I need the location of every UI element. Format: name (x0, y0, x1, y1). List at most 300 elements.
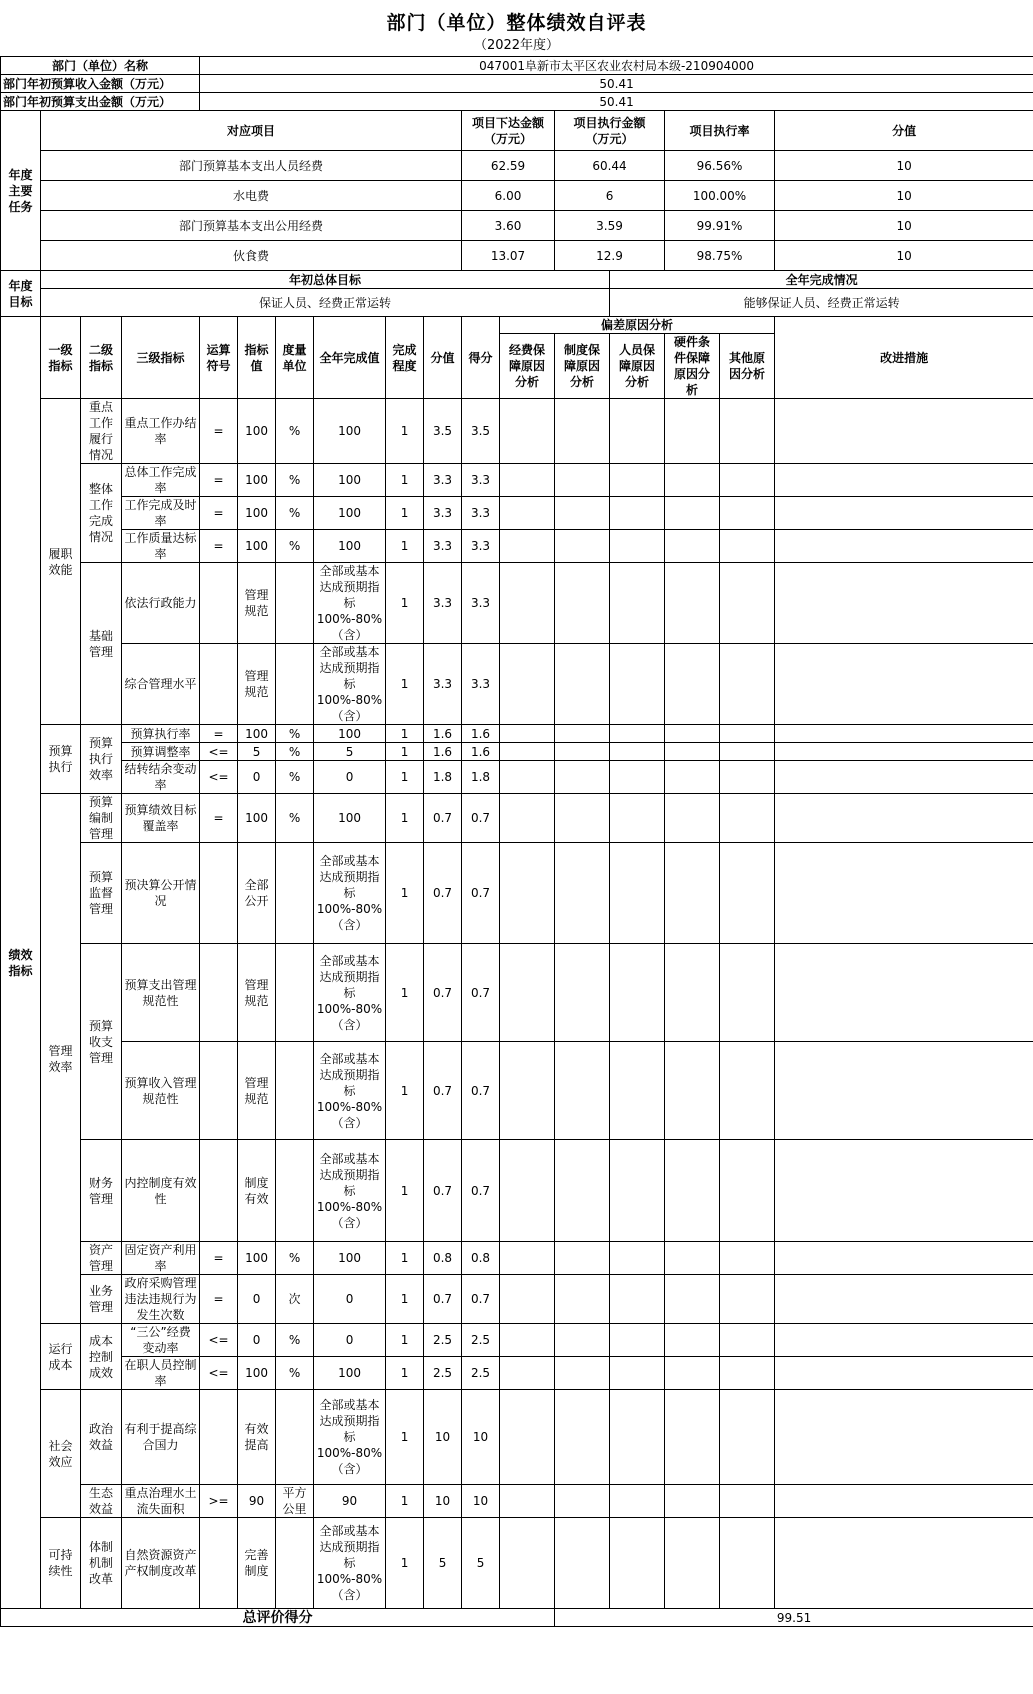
indicator-target: 100 (238, 399, 276, 464)
indicator-unit: % (276, 530, 314, 563)
indicator-got: 3.3 (462, 644, 500, 725)
indicator-dev3-cell (610, 1140, 665, 1242)
indicator-got: 5 (462, 1518, 500, 1609)
indicator-dev2-cell (555, 761, 610, 794)
indicator-improve-cell (775, 644, 1033, 725)
indicator-dev2-cell (555, 1485, 610, 1518)
indicator-row (1, 1275, 1033, 1324)
indicator-level3: 总体工作完成 率 (122, 464, 200, 497)
tasks-header-executed: 项目执行金额 （万元） (555, 111, 665, 151)
indicator-dev2-cell (555, 563, 610, 644)
indicator-dev4-cell (665, 1140, 720, 1242)
header-level2: 二级 指标 (81, 317, 122, 399)
indicator-row (1, 1518, 1033, 1609)
header-degree: 完成 程度 (386, 317, 424, 399)
indicator-improve-cell (775, 464, 1033, 497)
indicator-degree: 1 (386, 497, 424, 530)
header-level3: 三级指标 (122, 317, 200, 399)
tasks-section-label: 年度 主要 任务 (1, 111, 41, 271)
indicator-actual: 全部或基本 达成预期指 标100%-80% （含） (314, 944, 386, 1042)
indicator-unit: % (276, 399, 314, 464)
indicator-row (1, 743, 1033, 761)
indicator-improve-cell (775, 1357, 1033, 1390)
dept-name-label: 部门（单位）名称 (1, 57, 200, 75)
header-actual: 全年完成值 (314, 317, 386, 399)
indicator-dev4-cell (665, 1242, 720, 1275)
indicator-level3: “三公”经费 变动率 (122, 1324, 200, 1357)
task-executed: 60.44 (555, 151, 665, 181)
indicator-target: 0 (238, 1324, 276, 1357)
indicator-dev5-cell (720, 530, 775, 563)
level2-s4: 预算 执行 效率 (81, 725, 122, 794)
indicator-dev5-cell (720, 1518, 775, 1609)
indicator-target: 管理 规范 (238, 944, 276, 1042)
indicator-dev3-cell (610, 761, 665, 794)
header-target: 指标 值 (238, 317, 276, 399)
indicator-got: 0.7 (462, 794, 500, 843)
indicator-degree: 1 (386, 1275, 424, 1324)
indicator-dev4-cell (665, 1275, 720, 1324)
indicator-degree: 1 (386, 530, 424, 563)
indicator-target: 有效 提高 (238, 1390, 276, 1485)
goal-target-header: 年初总体目标 (41, 271, 610, 289)
indicator-dev1-cell (500, 944, 555, 1042)
indicator-dev1-cell (500, 743, 555, 761)
level2-s13: 生态 效益 (81, 1485, 122, 1518)
indicator-improve-cell (775, 497, 1033, 530)
indicator-dev3-cell (610, 1042, 665, 1140)
indicator-score: 0.7 (424, 843, 462, 944)
indicator-degree: 1 (386, 1140, 424, 1242)
indicator-dev1-cell (500, 843, 555, 944)
indicator-row (1, 1485, 1033, 1518)
indicator-operator: = (200, 530, 238, 563)
indicator-dev1-cell (500, 761, 555, 794)
task-score: 10 (775, 241, 1033, 271)
indicator-dev4-cell (665, 1357, 720, 1390)
indicator-improve-cell (775, 944, 1033, 1042)
indicator-row (1, 843, 1033, 944)
indicator-row (1, 644, 1033, 725)
indicator-dev3-cell (610, 725, 665, 743)
level2-s14: 体制 机制 改革 (81, 1518, 122, 1609)
tasks-header-issued: 项目下达金额 （万元） (462, 111, 555, 151)
indicator-dev3-cell (610, 743, 665, 761)
indicator-level3: 固定资产利用 率 (122, 1242, 200, 1275)
level1-g3: 管理 效率 (41, 794, 81, 1324)
indicator-dev5-cell (720, 1390, 775, 1485)
indicator-dev4-cell (665, 843, 720, 944)
indicator-got: 3.3 (462, 530, 500, 563)
indicator-dev1-cell (500, 1324, 555, 1357)
indicator-level3: 预算支出管理 规范性 (122, 944, 200, 1042)
indicator-actual: 100 (314, 1242, 386, 1275)
level2-s1: 重点 工作 履行 情况 (81, 399, 122, 464)
task-row (1, 241, 1033, 271)
indicator-improve-cell (775, 1042, 1033, 1140)
indicator-actual: 100 (314, 497, 386, 530)
indicator-dev5-cell (720, 464, 775, 497)
indicator-row (1, 1140, 1033, 1242)
indicator-operator: <= (200, 761, 238, 794)
indicator-actual: 全部或基本 达成预期指 标100%-80% （含） (314, 1042, 386, 1140)
level2-s6: 预算 监督 管理 (81, 843, 122, 944)
page-title: 部门（单位）整体绩效自评表 (386, 12, 647, 34)
indicator-operator: = (200, 794, 238, 843)
indicator-target: 5 (238, 743, 276, 761)
total-value: 99.51 (555, 1609, 1033, 1627)
indicator-operator (200, 1518, 238, 1609)
indicator-degree: 1 (386, 464, 424, 497)
indicator-dev3-cell (610, 1357, 665, 1390)
indicator-score: 3.3 (424, 464, 462, 497)
indicator-dev5-cell (720, 1324, 775, 1357)
indicator-unit: 平方 公里 (276, 1485, 314, 1518)
indicator-dev5-cell (720, 743, 775, 761)
task-score: 10 (775, 181, 1033, 211)
indicator-score: 1.6 (424, 725, 462, 743)
task-rate: 98.75% (665, 241, 775, 271)
indicator-score: 2.5 (424, 1357, 462, 1390)
indicator-score: 3.5 (424, 399, 462, 464)
indicator-dev5-cell (720, 1485, 775, 1518)
indicator-target: 管理 规范 (238, 563, 276, 644)
indicator-dev3-cell (610, 563, 665, 644)
task-rate: 96.56% (665, 151, 775, 181)
indicator-dev5-cell (720, 1242, 775, 1275)
indicator-dev2-cell (555, 944, 610, 1042)
indicator-dev2-cell (555, 1390, 610, 1485)
indicator-score: 0.8 (424, 1242, 462, 1275)
header-dev4: 硬件条 件保障 原因分 析 (665, 334, 720, 399)
indicator-level3: 预算执行率 (122, 725, 200, 743)
indicator-actual: 全部或基本 达成预期指 标100%-80% （含） (314, 1140, 386, 1242)
indicator-operator: = (200, 1275, 238, 1324)
indicator-dev1-cell (500, 725, 555, 743)
indicator-score: 0.7 (424, 1042, 462, 1140)
indicator-actual: 全部或基本 达成预期指 标100%-80% （含） (314, 1390, 386, 1485)
indicator-got: 3.3 (462, 464, 500, 497)
indicator-target: 管理 规范 (238, 644, 276, 725)
task-issued: 3.60 (462, 211, 555, 241)
header-dev2: 制度保 障原因 分析 (555, 334, 610, 399)
level2-s10: 业务 管理 (81, 1275, 122, 1324)
indicator-dev3-cell (610, 794, 665, 843)
indicator-unit: % (276, 743, 314, 761)
indicator-improve-cell (775, 1275, 1033, 1324)
indicator-level3: 依法行政能力 (122, 563, 200, 644)
task-name: 部门预算基本支出人员经费 (41, 151, 462, 181)
indicator-row (1, 1324, 1033, 1357)
indicator-got: 3.5 (462, 399, 500, 464)
indicator-operator: <= (200, 743, 238, 761)
task-name: 伙食费 (41, 241, 462, 271)
indicator-dev1-cell (500, 464, 555, 497)
indicator-actual: 0 (314, 1275, 386, 1324)
indicator-actual: 100 (314, 1357, 386, 1390)
indicator-level3: 重点治理水土 流失面积 (122, 1485, 200, 1518)
indicator-dev4-cell (665, 530, 720, 563)
indicator-dev4-cell (665, 1485, 720, 1518)
indicator-operator: = (200, 399, 238, 464)
indicator-actual: 全部或基本 达成预期指 标100%-80% （含） (314, 1518, 386, 1609)
header-improve: 改进措施 (775, 317, 1033, 399)
indicator-unit (276, 1390, 314, 1485)
indicator-dev3-cell (610, 1275, 665, 1324)
indicator-dev4-cell (665, 1390, 720, 1485)
indicator-unit (276, 944, 314, 1042)
header-dev1: 经费保 障原因 分析 (500, 334, 555, 399)
indicator-degree: 1 (386, 944, 424, 1042)
indicator-dev4-cell (665, 1324, 720, 1357)
indicator-dev3-cell (610, 1518, 665, 1609)
indicator-degree: 1 (386, 563, 424, 644)
indicator-unit (276, 1140, 314, 1242)
indicator-dev5-cell (720, 944, 775, 1042)
task-name: 水电费 (41, 181, 462, 211)
indicator-degree: 1 (386, 399, 424, 464)
indicator-level3: 结转结余变动 率 (122, 761, 200, 794)
dept-name-value: 047001阜新市太平区农业农村局本级-210904000 (200, 57, 1033, 75)
indicator-dev5-cell (720, 1140, 775, 1242)
goal-section-label: 年度 目标 (1, 271, 41, 317)
task-name: 部门预算基本支出公用经费 (41, 211, 462, 241)
task-executed: 3.59 (555, 211, 665, 241)
indicator-target: 100 (238, 1242, 276, 1275)
indicator-dev1-cell (500, 530, 555, 563)
indicator-unit: % (276, 725, 314, 743)
indicator-row (1, 497, 1033, 530)
indicator-dev1-cell (500, 399, 555, 464)
indicator-dev1-cell (500, 1140, 555, 1242)
level2-s12: 政治 效益 (81, 1390, 122, 1485)
indicator-degree: 1 (386, 644, 424, 725)
level1-g2: 预算 执行 (41, 725, 81, 794)
indicator-row (1, 399, 1033, 464)
indicator-score: 0.7 (424, 1140, 462, 1242)
indicator-improve-cell (775, 725, 1033, 743)
indicator-dev2-cell (555, 743, 610, 761)
indicator-dev1-cell (500, 1042, 555, 1140)
level2-s2: 整体 工作 完成 情况 (81, 464, 122, 563)
indicator-score: 3.3 (424, 563, 462, 644)
indicator-dev4-cell (665, 644, 720, 725)
indicator-level3: 内控制度有效 性 (122, 1140, 200, 1242)
indicator-actual: 100 (314, 464, 386, 497)
indicator-score: 0.7 (424, 794, 462, 843)
indicator-unit (276, 843, 314, 944)
indicator-improve-cell (775, 843, 1033, 944)
indicator-dev3-cell (610, 1242, 665, 1275)
level2-s7: 预算 收支 管理 (81, 944, 122, 1140)
indicator-dev3-cell (610, 1485, 665, 1518)
indicator-degree: 1 (386, 1042, 424, 1140)
indicator-dev2-cell (555, 497, 610, 530)
indicator-level3: 预决算公开情 况 (122, 843, 200, 944)
indicator-dev1-cell (500, 1357, 555, 1390)
indicator-target: 100 (238, 464, 276, 497)
indicator-dev2-cell (555, 843, 610, 944)
indicator-row (1, 1042, 1033, 1140)
indicator-degree: 1 (386, 1357, 424, 1390)
header-dev3: 人员保 障原因 分析 (610, 334, 665, 399)
indicator-dev3-cell (610, 644, 665, 725)
indicator-dev4-cell (665, 1518, 720, 1609)
indicator-actual: 100 (314, 530, 386, 563)
indicator-degree: 1 (386, 794, 424, 843)
indicator-dev3-cell (610, 497, 665, 530)
indicator-score: 0.7 (424, 1275, 462, 1324)
indicator-row (1, 1390, 1033, 1485)
indicator-dev4-cell (665, 761, 720, 794)
indicator-degree: 1 (386, 843, 424, 944)
indicator-unit (276, 644, 314, 725)
goal-target-value: 保证人员、经费正常运转 (41, 289, 610, 317)
indicator-operator: = (200, 725, 238, 743)
indicator-dev3-cell (610, 399, 665, 464)
indicator-level3: 综合管理水平 (122, 644, 200, 725)
level1-g6: 可持 续性 (41, 1518, 81, 1609)
indicator-target: 完善 制度 (238, 1518, 276, 1609)
indicator-level3: 政府采购管理 违法违规行为 发生次数 (122, 1275, 200, 1324)
indicator-level3: 工作完成及时 率 (122, 497, 200, 530)
indicator-got: 0.7 (462, 1140, 500, 1242)
indicator-row (1, 1357, 1033, 1390)
level2-s5: 预算 编制 管理 (81, 794, 122, 843)
indicators-section-label: 绩效 指标 (1, 317, 41, 1609)
indicator-target: 100 (238, 497, 276, 530)
indicator-improve-cell (775, 399, 1033, 464)
indicator-score: 3.3 (424, 530, 462, 563)
indicator-dev5-cell (720, 794, 775, 843)
indicator-unit: 次 (276, 1275, 314, 1324)
indicator-dev5-cell (720, 399, 775, 464)
task-score: 10 (775, 151, 1033, 181)
indicator-dev2-cell (555, 464, 610, 497)
header-operator: 运算 符号 (200, 317, 238, 399)
indicator-target: 0 (238, 1275, 276, 1324)
indicator-dev5-cell (720, 497, 775, 530)
indicator-level3: 在职人员控制 率 (122, 1357, 200, 1390)
indicator-dev5-cell (720, 644, 775, 725)
indicator-unit: % (276, 1242, 314, 1275)
indicator-dev1-cell (500, 1242, 555, 1275)
indicator-dev2-cell (555, 399, 610, 464)
indicator-unit: % (276, 761, 314, 794)
indicator-unit (276, 1518, 314, 1609)
indicator-unit: % (276, 794, 314, 843)
indicator-degree: 1 (386, 725, 424, 743)
task-issued: 62.59 (462, 151, 555, 181)
indicator-level3: 工作质量达标 率 (122, 530, 200, 563)
indicator-dev2-cell (555, 1275, 610, 1324)
indicator-dev2-cell (555, 1324, 610, 1357)
indicator-got: 1.8 (462, 761, 500, 794)
task-rate: 100.00% (665, 181, 775, 211)
page-subtitle-year: （2022年度） (473, 38, 560, 53)
indicator-row (1, 794, 1033, 843)
level2-s11: 成本 控制 成效 (81, 1324, 122, 1390)
indicator-level3: 预算收入管理 规范性 (122, 1042, 200, 1140)
indicator-dev1-cell (500, 794, 555, 843)
indicator-level3: 自然资源资产 产权制度改革 (122, 1518, 200, 1609)
indicator-score: 1.8 (424, 761, 462, 794)
indicator-target: 0 (238, 761, 276, 794)
indicator-operator (200, 563, 238, 644)
indicator-got: 0.7 (462, 1042, 500, 1140)
task-row (1, 151, 1033, 181)
indicator-unit (276, 563, 314, 644)
goal-result-value: 能够保证人员、经费正常运转 (610, 289, 1033, 317)
indicator-dev4-cell (665, 725, 720, 743)
indicator-dev1-cell (500, 1518, 555, 1609)
indicator-actual: 100 (314, 794, 386, 843)
indicator-operator (200, 644, 238, 725)
indicator-dev2-cell (555, 1140, 610, 1242)
indicator-dev5-cell (720, 725, 775, 743)
tasks-header-score: 分值 (775, 111, 1033, 151)
indicator-degree: 1 (386, 761, 424, 794)
indicator-operator (200, 944, 238, 1042)
indicator-got: 0.7 (462, 1275, 500, 1324)
indicator-target: 100 (238, 794, 276, 843)
indicator-dev2-cell (555, 725, 610, 743)
indicator-dev1-cell (500, 563, 555, 644)
indicator-level3: 有利于提高综 合国力 (122, 1390, 200, 1485)
indicator-dev5-cell (720, 1357, 775, 1390)
indicator-dev2-cell (555, 1042, 610, 1140)
income-value: 50.41 (200, 75, 1033, 93)
indicator-dev5-cell (720, 1042, 775, 1140)
indicator-score: 10 (424, 1390, 462, 1485)
indicator-target: 90 (238, 1485, 276, 1518)
total-label: 总评价得分 (1, 1609, 555, 1627)
header-level1: 一级 指标 (41, 317, 81, 399)
indicator-improve-cell (775, 743, 1033, 761)
indicator-dev1-cell (500, 1485, 555, 1518)
header-got: 得分 (462, 317, 500, 399)
indicator-got: 2.5 (462, 1357, 500, 1390)
indicator-dev1-cell (500, 1390, 555, 1485)
indicator-got: 2.5 (462, 1324, 500, 1357)
indicator-dev4-cell (665, 944, 720, 1042)
indicator-improve-cell (775, 1390, 1033, 1485)
indicator-unit: % (276, 464, 314, 497)
indicator-actual: 全部或基本 达成预期指 标100%-80% （含） (314, 563, 386, 644)
indicator-row (1, 464, 1033, 497)
indicator-target: 管理 规范 (238, 1042, 276, 1140)
indicator-operator (200, 1140, 238, 1242)
level2-s9: 资产 管理 (81, 1242, 122, 1275)
indicator-actual: 全部或基本 达成预期指 标100%-80% （含） (314, 644, 386, 725)
indicator-got: 0.7 (462, 944, 500, 1042)
indicator-dev4-cell (665, 743, 720, 761)
indicator-dev3-cell (610, 843, 665, 944)
indicator-got: 10 (462, 1390, 500, 1485)
header-unit: 度量 单位 (276, 317, 314, 399)
indicator-operator: = (200, 464, 238, 497)
level1-g1: 履职 效能 (41, 399, 81, 725)
indicator-dev2-cell (555, 1242, 610, 1275)
indicator-operator (200, 1042, 238, 1140)
level1-g5: 社会 效应 (41, 1390, 81, 1518)
indicator-level3: 重点工作办结 率 (122, 399, 200, 464)
evaluation-table (0, 56, 1033, 1627)
indicator-dev1-cell (500, 644, 555, 725)
indicator-operator (200, 843, 238, 944)
indicator-got: 1.6 (462, 743, 500, 761)
indicator-row (1, 725, 1033, 743)
